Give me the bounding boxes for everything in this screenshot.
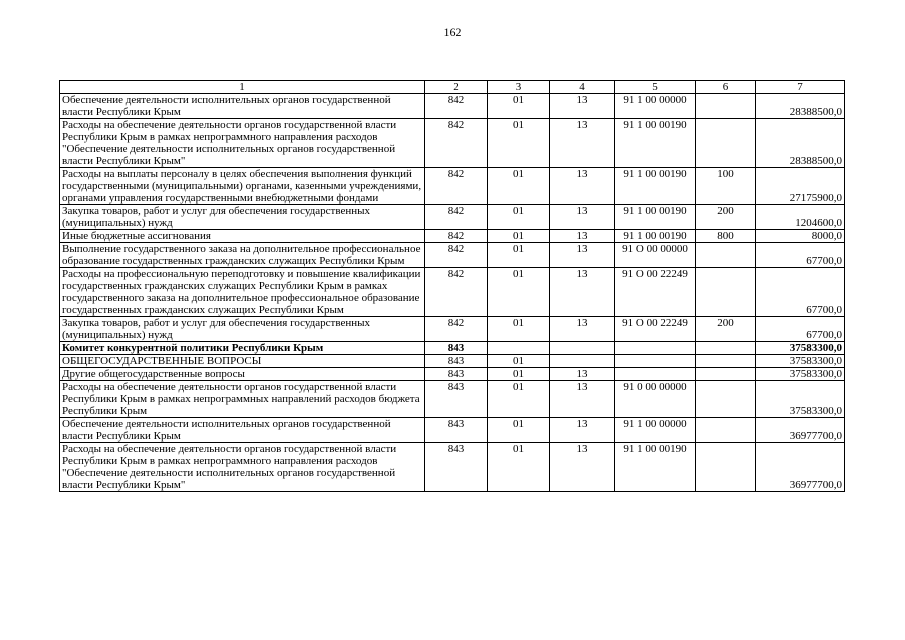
cell-amount: 67700,0 — [756, 317, 845, 342]
cell-expense-type: 200 — [696, 317, 756, 342]
cell-admin-code: 842 — [425, 317, 488, 342]
table-row — [60, 368, 845, 381]
table-row — [60, 418, 845, 443]
cell-expense-type — [696, 119, 756, 168]
cell-section: 01 — [488, 355, 550, 368]
cell-expense-type — [696, 355, 756, 368]
cell-amount: 8000,0 — [756, 230, 845, 243]
cell-amount: 28388500,0 — [756, 94, 845, 119]
row-description: Иные бюджетные ассигнования — [60, 230, 425, 243]
row-description: ОБЩЕГОСУДАРСТВЕННЫЕ ВОПРОСЫ — [60, 355, 425, 368]
cell-subsection: 13 — [550, 168, 615, 205]
cell-admin-code: 843 — [425, 418, 488, 443]
cell-section: 01 — [488, 268, 550, 317]
cell-section: 01 — [488, 94, 550, 119]
cell-admin-code: 843 — [425, 368, 488, 381]
row-description: Другие общегосударственные вопросы — [60, 368, 425, 381]
table-row — [60, 119, 845, 168]
table-header-row — [60, 81, 845, 94]
cell-subsection: 13 — [550, 268, 615, 317]
cell-subsection: 13 — [550, 94, 615, 119]
cell-subsection: 13 — [550, 205, 615, 230]
row-description: Обеспечение деятельности исполнительных органов государственной власти Республики Крым — [60, 418, 425, 443]
column-header: 5 — [615, 81, 696, 94]
cell-target-article: 91 1 00 00190 — [615, 443, 696, 492]
cell-target-article: 91 1 00 00000 — [615, 94, 696, 119]
cell-expense-type — [696, 368, 756, 381]
cell-section — [488, 342, 550, 355]
table-row — [60, 94, 845, 119]
cell-expense-type — [696, 243, 756, 268]
table-row — [60, 268, 845, 317]
budget-table — [59, 80, 845, 492]
cell-subsection — [550, 342, 615, 355]
cell-section: 01 — [488, 317, 550, 342]
cell-target-article — [615, 355, 696, 368]
cell-subsection — [550, 355, 615, 368]
cell-amount: 37583300,0 — [756, 355, 845, 368]
cell-target-article: 91 1 00 00000 — [615, 418, 696, 443]
table-row — [60, 355, 845, 368]
table-row — [60, 381, 845, 418]
cell-target-article: 91 0 00 00000 — [615, 381, 696, 418]
cell-section: 01 — [488, 119, 550, 168]
cell-section: 01 — [488, 230, 550, 243]
cell-target-article: 91 О 00 00000 — [615, 243, 696, 268]
cell-admin-code: 842 — [425, 119, 488, 168]
table-row — [60, 243, 845, 268]
row-description: Расходы на обеспечение деятельности органов государственной власти Республики Крым в рамках непрограммного направления расходов "Обеспечение деятельности исполнительных органов государственной власти Республики Крым" — [60, 443, 425, 492]
cell-admin-code: 843 — [425, 381, 488, 418]
cell-expense-type — [696, 268, 756, 317]
table-row — [60, 230, 845, 243]
cell-admin-code: 842 — [425, 94, 488, 119]
row-description: Выполнение государственного заказа на дополнительное профессиональное образование государственных гражданских служащих Республики Крым — [60, 243, 425, 268]
cell-amount: 67700,0 — [756, 243, 845, 268]
table-row — [60, 205, 845, 230]
cell-subsection: 13 — [550, 381, 615, 418]
cell-subsection: 13 — [550, 119, 615, 168]
cell-section: 01 — [488, 368, 550, 381]
cell-section: 01 — [488, 168, 550, 205]
cell-section: 01 — [488, 443, 550, 492]
cell-section: 01 — [488, 243, 550, 268]
row-description: Обеспечение деятельности исполнительных органов государственной власти Республики Крым — [60, 94, 425, 119]
cell-subsection: 13 — [550, 317, 615, 342]
cell-amount: 1204600,0 — [756, 205, 845, 230]
cell-amount: 37583300,0 — [756, 381, 845, 418]
cell-target-article: 91 О 00 22249 — [615, 268, 696, 317]
cell-subsection: 13 — [550, 243, 615, 268]
row-description: Расходы на профессиональную переподготовку и повышение квалификации государственных гражданских служащих Республики Крым в рамках государственного заказа на дополнительное профессиональное образование государственных гражданских служащих Республики Крым — [60, 268, 425, 317]
cell-expense-type: 200 — [696, 205, 756, 230]
table-row — [60, 317, 845, 342]
column-header: 1 — [60, 81, 425, 94]
cell-admin-code: 842 — [425, 168, 488, 205]
table-row — [60, 168, 845, 205]
table-row — [60, 342, 845, 355]
cell-section: 01 — [488, 418, 550, 443]
cell-target-article: 91 О 00 22249 — [615, 317, 696, 342]
cell-admin-code: 842 — [425, 268, 488, 317]
cell-admin-code: 843 — [425, 355, 488, 368]
cell-expense-type — [696, 443, 756, 492]
cell-expense-type — [696, 418, 756, 443]
cell-amount: 67700,0 — [756, 268, 845, 317]
cell-amount: 37583300,0 — [756, 368, 845, 381]
cell-subsection: 13 — [550, 368, 615, 381]
cell-amount: 36977700,0 — [756, 443, 845, 492]
cell-admin-code: 843 — [425, 443, 488, 492]
cell-target-article: 91 1 00 00190 — [615, 205, 696, 230]
row-description: Комитет конкурентной политики Республики Крым — [60, 342, 425, 355]
cell-target-article: 91 1 00 00190 — [615, 119, 696, 168]
cell-expense-type — [696, 381, 756, 418]
cell-amount: 37583300,0 — [756, 342, 845, 355]
column-header: 3 — [488, 81, 550, 94]
cell-expense-type: 800 — [696, 230, 756, 243]
cell-subsection: 13 — [550, 443, 615, 492]
cell-admin-code: 842 — [425, 243, 488, 268]
cell-expense-type: 100 — [696, 168, 756, 205]
row-description: Закупка товаров, работ и услуг для обеспечения государственных (муниципальных) нужд — [60, 205, 425, 230]
cell-amount: 27175900,0 — [756, 168, 845, 205]
cell-amount: 36977700,0 — [756, 418, 845, 443]
row-description: Закупка товаров, работ и услуг для обеспечения государственных (муниципальных) нужд — [60, 317, 425, 342]
cell-admin-code: 843 — [425, 342, 488, 355]
column-header: 6 — [696, 81, 756, 94]
table-row — [60, 443, 845, 492]
page-number: 162 — [443, 25, 462, 39]
column-header: 4 — [550, 81, 615, 94]
row-description: Расходы на обеспечение деятельности органов государственной власти Республики Крым в рамках непрограммных направлений расходов бюджета Республики Крым — [60, 381, 425, 418]
cell-admin-code: 842 — [425, 205, 488, 230]
cell-section: 01 — [488, 205, 550, 230]
column-header: 7 — [756, 81, 845, 94]
cell-target-article: 91 1 00 00190 — [615, 230, 696, 243]
cell-subsection: 13 — [550, 418, 615, 443]
cell-target-article: 91 1 00 00190 — [615, 168, 696, 205]
cell-expense-type — [696, 342, 756, 355]
cell-admin-code: 842 — [425, 230, 488, 243]
cell-amount: 28388500,0 — [756, 119, 845, 168]
cell-target-article — [615, 342, 696, 355]
row-description: Расходы на обеспечение деятельности органов государственной власти Республики Крым в рамках непрограммного направления расходов "Обеспечение деятельности исполнительных органов государственной власти Республики Крым" — [60, 119, 425, 168]
row-description: Расходы на выплаты персоналу в целях обеспечения выполнения функций государственными (муниципальными) органами, казенными учреждениями, органами управления государственными внебюджетными фондами — [60, 168, 425, 205]
cell-subsection: 13 — [550, 230, 615, 243]
cell-expense-type — [696, 94, 756, 119]
cell-target-article — [615, 368, 696, 381]
cell-section: 01 — [488, 381, 550, 418]
column-header: 2 — [425, 81, 488, 94]
